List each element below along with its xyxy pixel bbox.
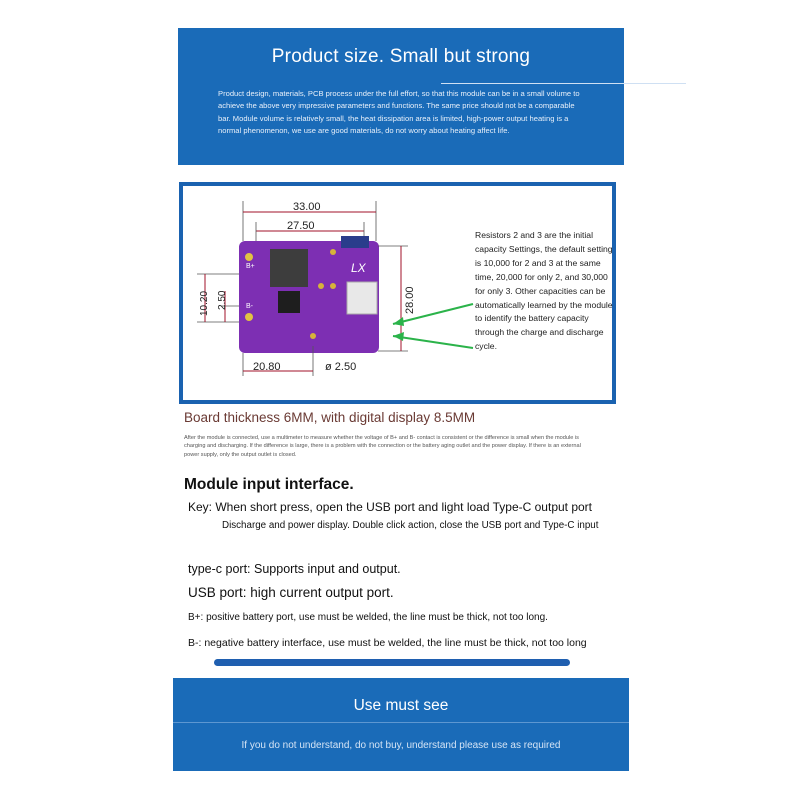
switch-component xyxy=(341,236,369,248)
thickness-title: Board thickness 6MM, with digital display 8.5MM xyxy=(184,410,476,425)
resistor-note: Resistors 2 and 3 are the initial capacity Settings, the default setting is 10,000 for 2 and 3 at the same time, 20,000 for only 2, and 30,000 for only 3. Other capacities can be automatically learned by the module to identify the battery capacity through the charge and discharge cycle. xyxy=(475,230,613,352)
dim-hole: ø 2.50 xyxy=(325,361,357,373)
pad-2 xyxy=(318,283,324,289)
interface-title: Module input interface. xyxy=(184,476,354,493)
pad-bplus xyxy=(245,253,253,261)
top-banner-description: Product design, materials, PCB process under the full effort, so that this module can be in a small volume to achieve the above very impressive parameters and functions. The same price should not be a comparable bar. Module volume is relatively small, the heat dissipation area is limited, high-power output heating is a normal phenomenon, we use are good materials, do not worry about heating affect life. xyxy=(218,89,580,136)
thickness-note: After the module is connected, use a multimeter to measure whether the voltage of B+ and B- contact is consistent or the difference is small when the module is charging and discharging. If the difference is large, there is a problem with the connection or the battery aging outlet and the power display. If there is an external power supply, only the output outlet is closed. xyxy=(184,435,581,458)
usb-line: USB port: high current output port. xyxy=(188,585,394,600)
bottom-banner-subtitle: If you do not understand, do not buy, understand please use as required xyxy=(241,740,561,751)
key-line-2: Discharge and power display. Double click action, close the USB port and Type-C input xyxy=(222,520,599,531)
typec-line: type-c port: Supports input and output. xyxy=(188,562,401,576)
board-label: LX xyxy=(351,261,366,275)
dim-2-5: 2.50 xyxy=(217,290,228,310)
bottom-banner xyxy=(173,678,629,771)
top-banner-title: Product size. Small but strong xyxy=(271,46,531,67)
pad-bminus xyxy=(245,313,253,321)
pad-3 xyxy=(330,283,336,289)
dim-33: 33.00 xyxy=(293,201,321,213)
pad-b-minus-label: B- xyxy=(246,303,253,310)
pad-4 xyxy=(310,333,316,339)
key-line-1: Key: When short press, open the USB port and light load Type-C output port xyxy=(188,500,593,514)
pad-b-plus-label: B+ xyxy=(246,263,255,270)
divider-bar xyxy=(214,659,570,666)
arrow-2 xyxy=(393,336,473,348)
top-banner xyxy=(178,28,624,165)
pad-1 xyxy=(330,249,336,255)
top-banner-rule xyxy=(441,83,686,84)
dim-28: 28.00 xyxy=(404,286,416,314)
dim-20: 20.80 xyxy=(253,361,281,373)
usb-port xyxy=(347,282,377,314)
dim-27: 27.50 xyxy=(287,220,315,232)
board-diagram-frame xyxy=(179,182,616,404)
bottom-banner-title: Use must see xyxy=(353,697,449,714)
bottom-banner-rule xyxy=(173,722,629,723)
ic-chip xyxy=(278,291,300,313)
b-plus-line: B+: positive battery port, use must be welded, the line must be thick, not too long. xyxy=(188,612,548,623)
dim-10: 10.20 xyxy=(199,290,210,316)
inductor-component xyxy=(270,249,308,287)
b-minus-line: B-: negative battery interface, use must be welded, the line must be thick, not too long xyxy=(188,637,587,649)
